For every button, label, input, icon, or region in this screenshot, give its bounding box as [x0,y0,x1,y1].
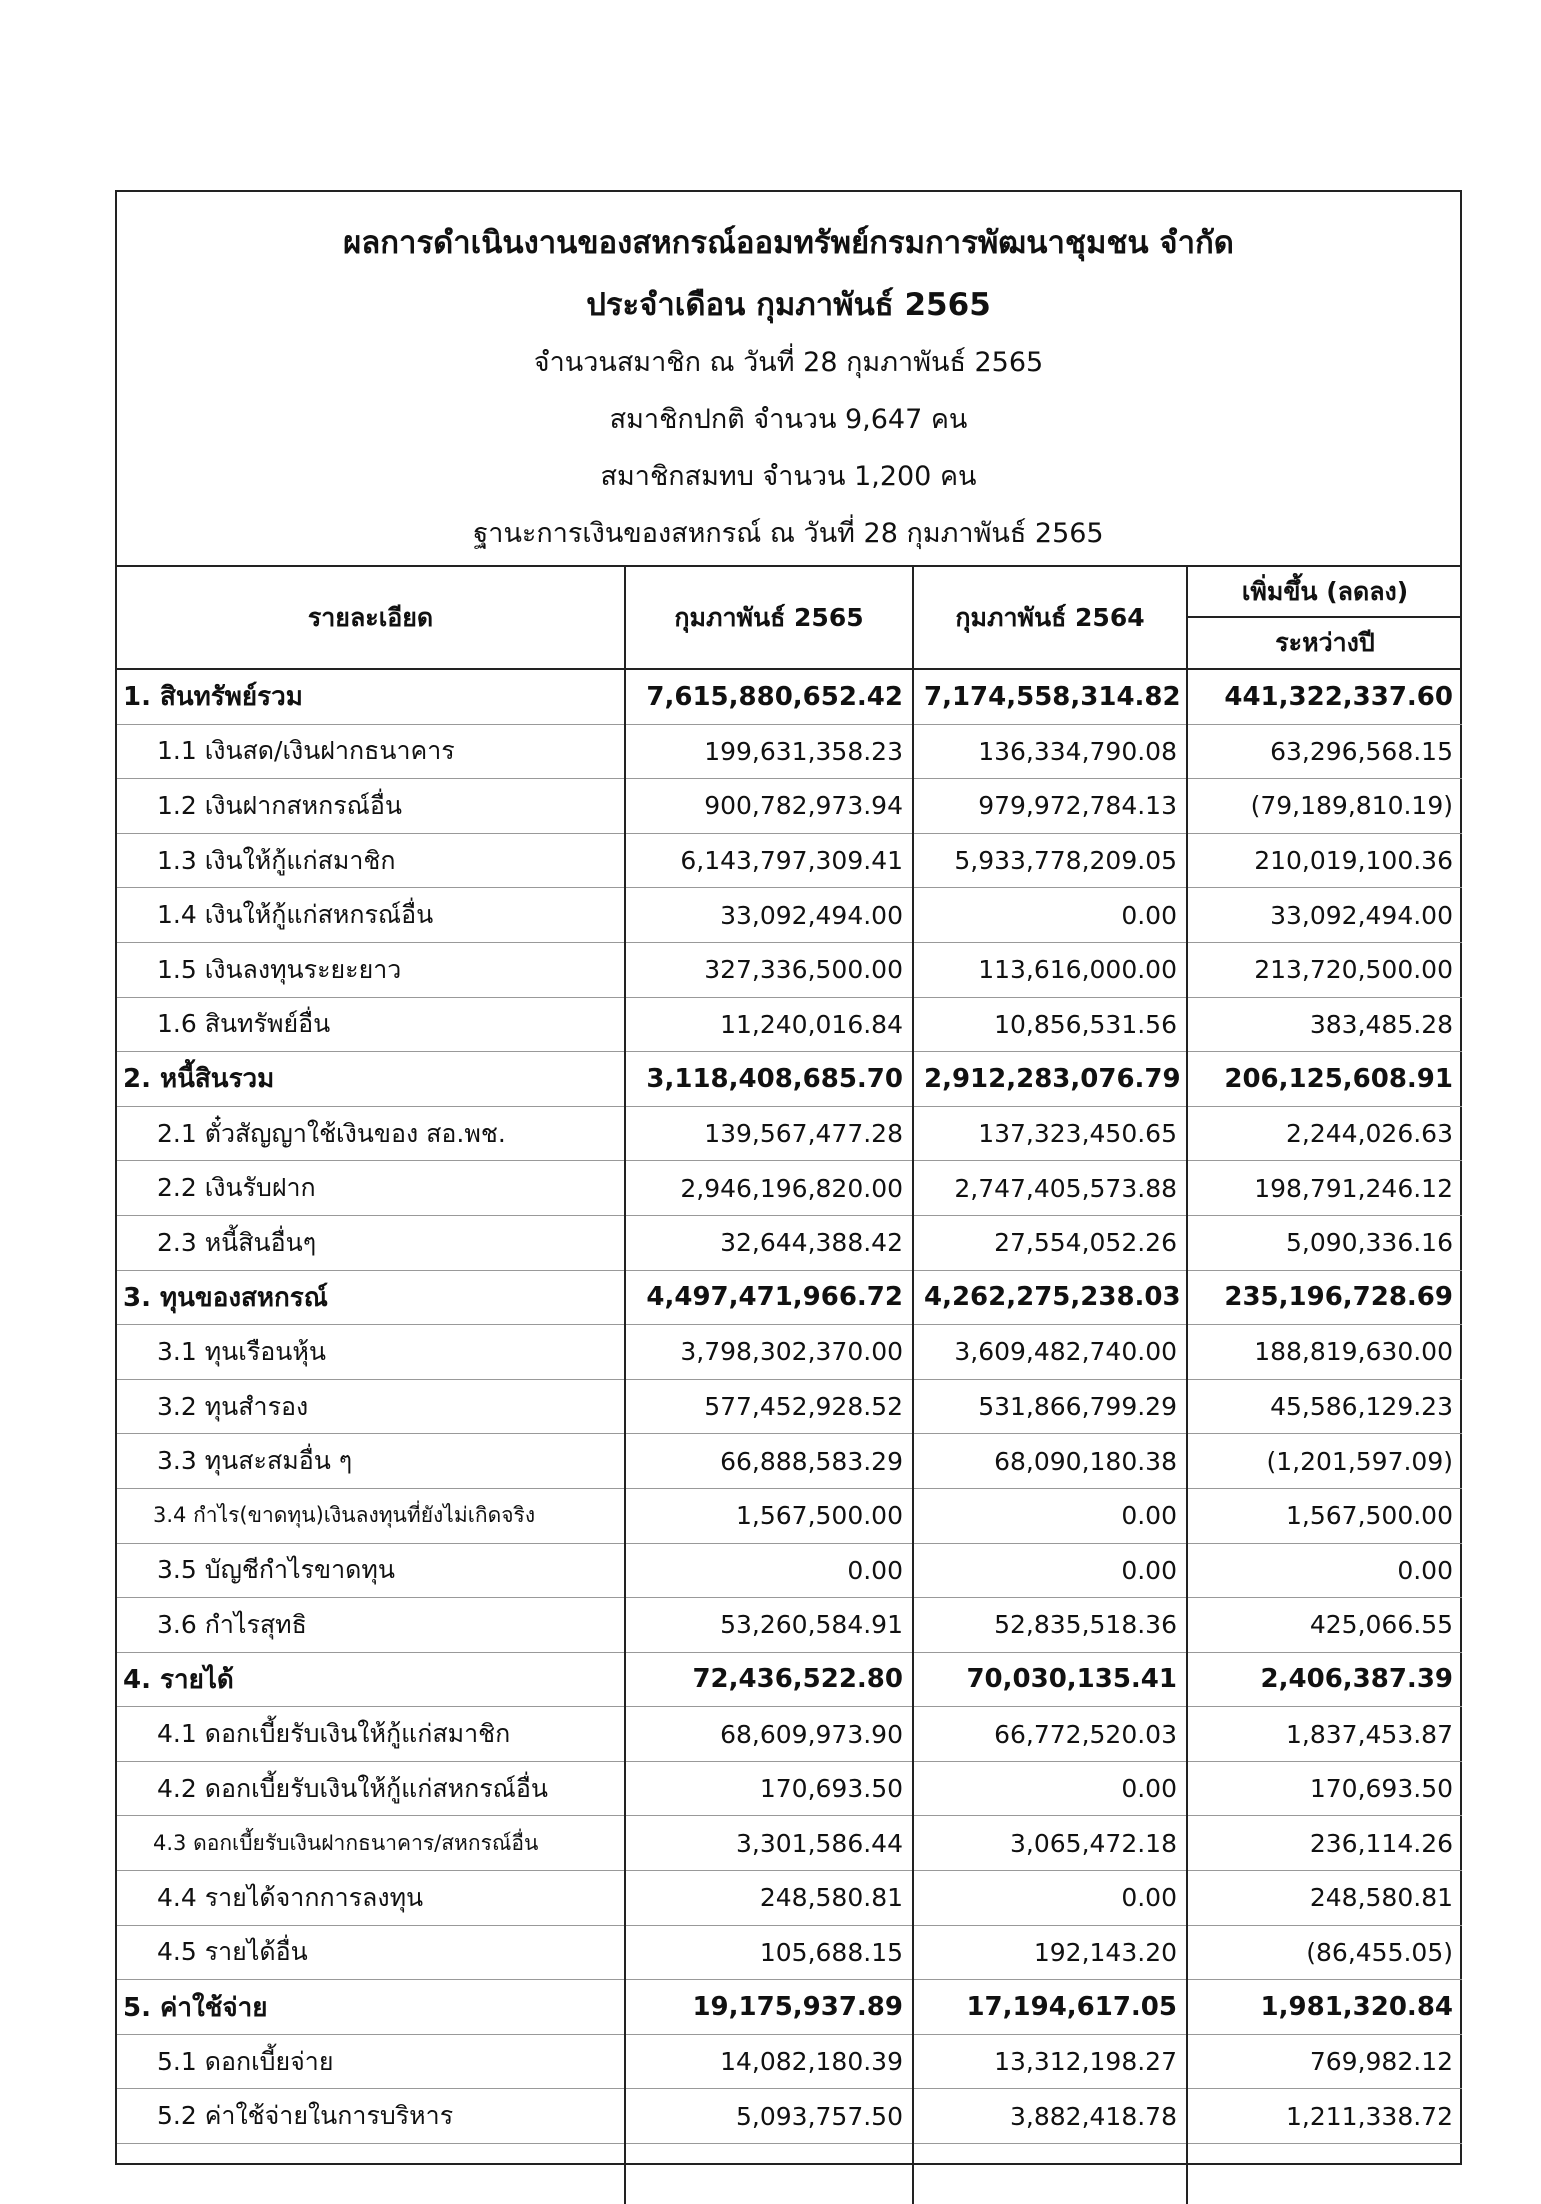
value-change: 248,580.81 [1187,1871,1462,1926]
table-row [117,1106,1462,1161]
value-current: 0.00 [625,1543,913,1598]
value-change: (1,201,597.09) [1187,1434,1462,1489]
value-previous: 2,912,283,076.79 [913,1052,1187,1107]
row-label: 3.5 บัญชีกำไรขาดทุน [117,1543,625,1598]
row-label: 3. ทุนของสหกรณ์ [117,1270,625,1325]
value-previous: 0.00 [913,1871,1187,1926]
value-previous: 192,143.20 [913,1925,1187,1980]
value-change: 206,125,608.91 [1187,1052,1462,1107]
value-current: 327,336,500.00 [625,942,913,997]
table-row [117,1161,1462,1216]
report-header [117,192,1460,567]
value-previous: 17,194,617.05 [913,1980,1187,2035]
value-previous: 136,334,790.08 [913,724,1187,779]
value-previous: 3,065,472.18 [913,1816,1187,1871]
value-change: (79,189,810.19) [1187,779,1462,834]
row-label: 1.1 เงินสด/เงินฝากธนาคาร [117,724,625,779]
table-row [117,833,1462,888]
member-count-date: จำนวนสมาชิก ณ วันที่ 28 กุมภาพันธ์ 2565 [533,347,1044,378]
value-current: 199,631,358.23 [625,724,913,779]
report-period: ประจำเดือน กุมภาพันธ์ 2565 [586,287,991,323]
value-current: 7,615,880,652.42 [625,669,913,724]
value-current: 66,888,583.29 [625,1434,913,1489]
value-current: 5,093,757.50 [625,2089,913,2144]
value-previous: 10,856,531.56 [913,997,1187,1052]
empty-cell [913,2144,1187,2204]
value-previous: 3,609,482,740.00 [913,1325,1187,1380]
value-change: 63,296,568.15 [1187,724,1462,779]
value-change: 2,244,026.63 [1187,1106,1462,1161]
empty-row [117,2144,1462,2204]
value-current: 1,567,500.00 [625,1488,913,1543]
row-label: 3.6 กำไรสุทธิ [117,1598,625,1653]
value-change: 1,837,453.87 [1187,1707,1462,1762]
value-previous: 113,616,000.00 [913,942,1187,997]
table-row [117,779,1462,834]
value-previous: 52,835,518.36 [913,1598,1187,1653]
table-row [117,1434,1462,1489]
value-previous: 68,090,180.38 [913,1434,1187,1489]
value-current: 3,118,408,685.70 [625,1052,913,1107]
table-row [117,1980,1462,2035]
value-previous: 4,262,275,238.03 [913,1270,1187,1325]
value-current: 6,143,797,309.41 [625,833,913,888]
value-previous: 70,030,135.41 [913,1652,1187,1707]
table-row [117,1325,1462,1380]
value-previous: 3,882,418.78 [913,2089,1187,2144]
value-change: 441,322,337.60 [1187,669,1462,724]
value-current: 3,798,302,370.00 [625,1325,913,1380]
table-row [117,997,1462,1052]
row-label: 3.4 กำไร(ขาดทุน)เงินลงทุนที่ยังไม่เกิดจริง [117,1488,625,1543]
empty-cell [1187,2144,1462,2204]
value-current: 577,452,928.52 [625,1379,913,1434]
table-row [117,1761,1462,1816]
value-change: 236,114.26 [1187,1816,1462,1871]
col-header-detail: รายละเอียด [117,567,625,669]
row-label: 4.4 รายได้จากการลงทุน [117,1871,625,1926]
value-previous: 137,323,450.65 [913,1106,1187,1161]
report-title: ผลการดำเนินงานของสหกรณ์ออมทรัพย์กรมการพัฒนาชุมชน จำกัด [343,225,1234,261]
table-row [117,2034,1462,2089]
value-current: 139,567,477.28 [625,1106,913,1161]
value-current: 105,688.15 [625,1925,913,1980]
table-row [117,724,1462,779]
row-label: 5. ค่าใช้จ่าย [117,1980,625,2035]
value-current: 170,693.50 [625,1761,913,1816]
table-row [117,1543,1462,1598]
row-label: 3.3 ทุนสะสมอื่น ๆ [117,1434,625,1489]
value-previous: 0.00 [913,888,1187,943]
value-current: 19,175,937.89 [625,1980,913,2035]
value-previous: 27,554,052.26 [913,1215,1187,1270]
value-current: 3,301,586.44 [625,1816,913,1871]
value-current: 33,092,494.00 [625,888,913,943]
row-label: 3.2 ทุนสำรอง [117,1379,625,1434]
table-row [117,1871,1462,1926]
col-header-change: เพิ่มขึ้น (ลดลง) [1187,567,1462,617]
report-sheet [115,190,1462,2165]
table-row [117,1270,1462,1325]
row-label: 4.3 ดอกเบี้ยรับเงินฝากธนาคาร/สหกรณ์อื่น [117,1816,625,1871]
row-label: 1.3 เงินให้กู้แก่สมาชิก [117,833,625,888]
associate-members: สมาชิกสมทบ จำนวน 1,200 คน [600,461,977,492]
value-previous: 7,174,558,314.82 [913,669,1187,724]
col-header-current: กุมภาพันธ์ 2565 [625,567,913,669]
value-previous: 66,772,520.03 [913,1707,1187,1762]
value-previous: 0.00 [913,1543,1187,1598]
row-label: 1. สินทรัพย์รวม [117,669,625,724]
table-row [117,942,1462,997]
table-row [117,888,1462,943]
row-label: 2.1 ตั๋วสัญญาใช้เงินของ สอ.พช. [117,1106,625,1161]
financial-status-date: ฐานะการเงินของสหกรณ์ ณ วันที่ 28 กุมภาพันธ์ 2565 [473,518,1104,549]
table-row [117,1707,1462,1762]
row-label: 1.4 เงินให้กู้แก่สหกรณ์อื่น [117,888,625,943]
value-change: 213,720,500.00 [1187,942,1462,997]
value-previous: 531,866,799.29 [913,1379,1187,1434]
value-current: 900,782,973.94 [625,779,913,834]
value-change: 769,982.12 [1187,2034,1462,2089]
row-label: 4.2 ดอกเบี้ยรับเงินให้กู้แก่สหกรณ์อื่น [117,1761,625,1816]
value-previous: 5,933,778,209.05 [913,833,1187,888]
value-change: (86,455.05) [1187,1925,1462,1980]
value-change: 210,019,100.36 [1187,833,1462,888]
value-current: 11,240,016.84 [625,997,913,1052]
value-change: 45,586,129.23 [1187,1379,1462,1434]
value-current: 4,497,471,966.72 [625,1270,913,1325]
table-body [117,669,1462,2204]
table-row [117,1652,1462,1707]
row-label: 4.5 รายได้อื่น [117,1925,625,1980]
row-label: 5.1 ดอกเบี้ยจ่าย [117,2034,625,2089]
regular-members: สมาชิกปกติ จำนวน 9,647 คน [609,404,968,435]
value-current: 248,580.81 [625,1871,913,1926]
value-previous: 13,312,198.27 [913,2034,1187,2089]
table-row [117,669,1462,724]
col-header-previous: กุมภาพันธ์ 2564 [913,567,1187,669]
empty-cell [117,2144,625,2204]
value-current: 68,609,973.90 [625,1707,913,1762]
value-previous: 2,747,405,573.88 [913,1161,1187,1216]
row-label: 4.1 ดอกเบี้ยรับเงินให้กู้แก่สมาชิก [117,1707,625,1762]
row-label: 4. รายได้ [117,1652,625,1707]
value-change: 188,819,630.00 [1187,1325,1462,1380]
value-current: 53,260,584.91 [625,1598,913,1653]
row-label: 1.5 เงินลงทุนระยะยาว [117,942,625,997]
value-change: 2,406,387.39 [1187,1652,1462,1707]
value-current: 72,436,522.80 [625,1652,913,1707]
empty-cell [625,2144,913,2204]
table-row [117,2089,1462,2144]
value-change: 235,196,728.69 [1187,1270,1462,1325]
row-label: 1.2 เงินฝากสหกรณ์อื่น [117,779,625,834]
table-row [117,1052,1462,1107]
row-label: 2. หนี้สินรวม [117,1052,625,1107]
value-change: 1,211,338.72 [1187,2089,1462,2144]
value-change: 5,090,336.16 [1187,1215,1462,1270]
value-change: 170,693.50 [1187,1761,1462,1816]
value-current: 32,644,388.42 [625,1215,913,1270]
table-row [117,1816,1462,1871]
table-row [117,1488,1462,1543]
row-label: 2.2 เงินรับฝาก [117,1161,625,1216]
value-change: 198,791,246.12 [1187,1161,1462,1216]
value-change: 425,066.55 [1187,1598,1462,1653]
financial-table [117,567,1462,2204]
table-row [117,1379,1462,1434]
value-current: 14,082,180.39 [625,2034,913,2089]
value-change: 1,981,320.84 [1187,1980,1462,2035]
value-previous: 979,972,784.13 [913,779,1187,834]
row-label: 2.3 หนี้สินอื่นๆ [117,1215,625,1270]
value-previous: 0.00 [913,1488,1187,1543]
value-previous: 0.00 [913,1761,1187,1816]
table-row [117,1925,1462,1980]
col-header-change-sub: ระหว่างปี [1187,617,1462,669]
value-current: 2,946,196,820.00 [625,1161,913,1216]
value-change: 0.00 [1187,1543,1462,1598]
table-row [117,1598,1462,1653]
row-label: 3.1 ทุนเรือนหุ้น [117,1325,625,1380]
value-change: 33,092,494.00 [1187,888,1462,943]
value-change: 1,567,500.00 [1187,1488,1462,1543]
value-change: 383,485.28 [1187,997,1462,1052]
row-label: 5.2 ค่าใช้จ่ายในการบริหาร [117,2089,625,2144]
row-label: 1.6 สินทรัพย์อื่น [117,997,625,1052]
table-row [117,1215,1462,1270]
